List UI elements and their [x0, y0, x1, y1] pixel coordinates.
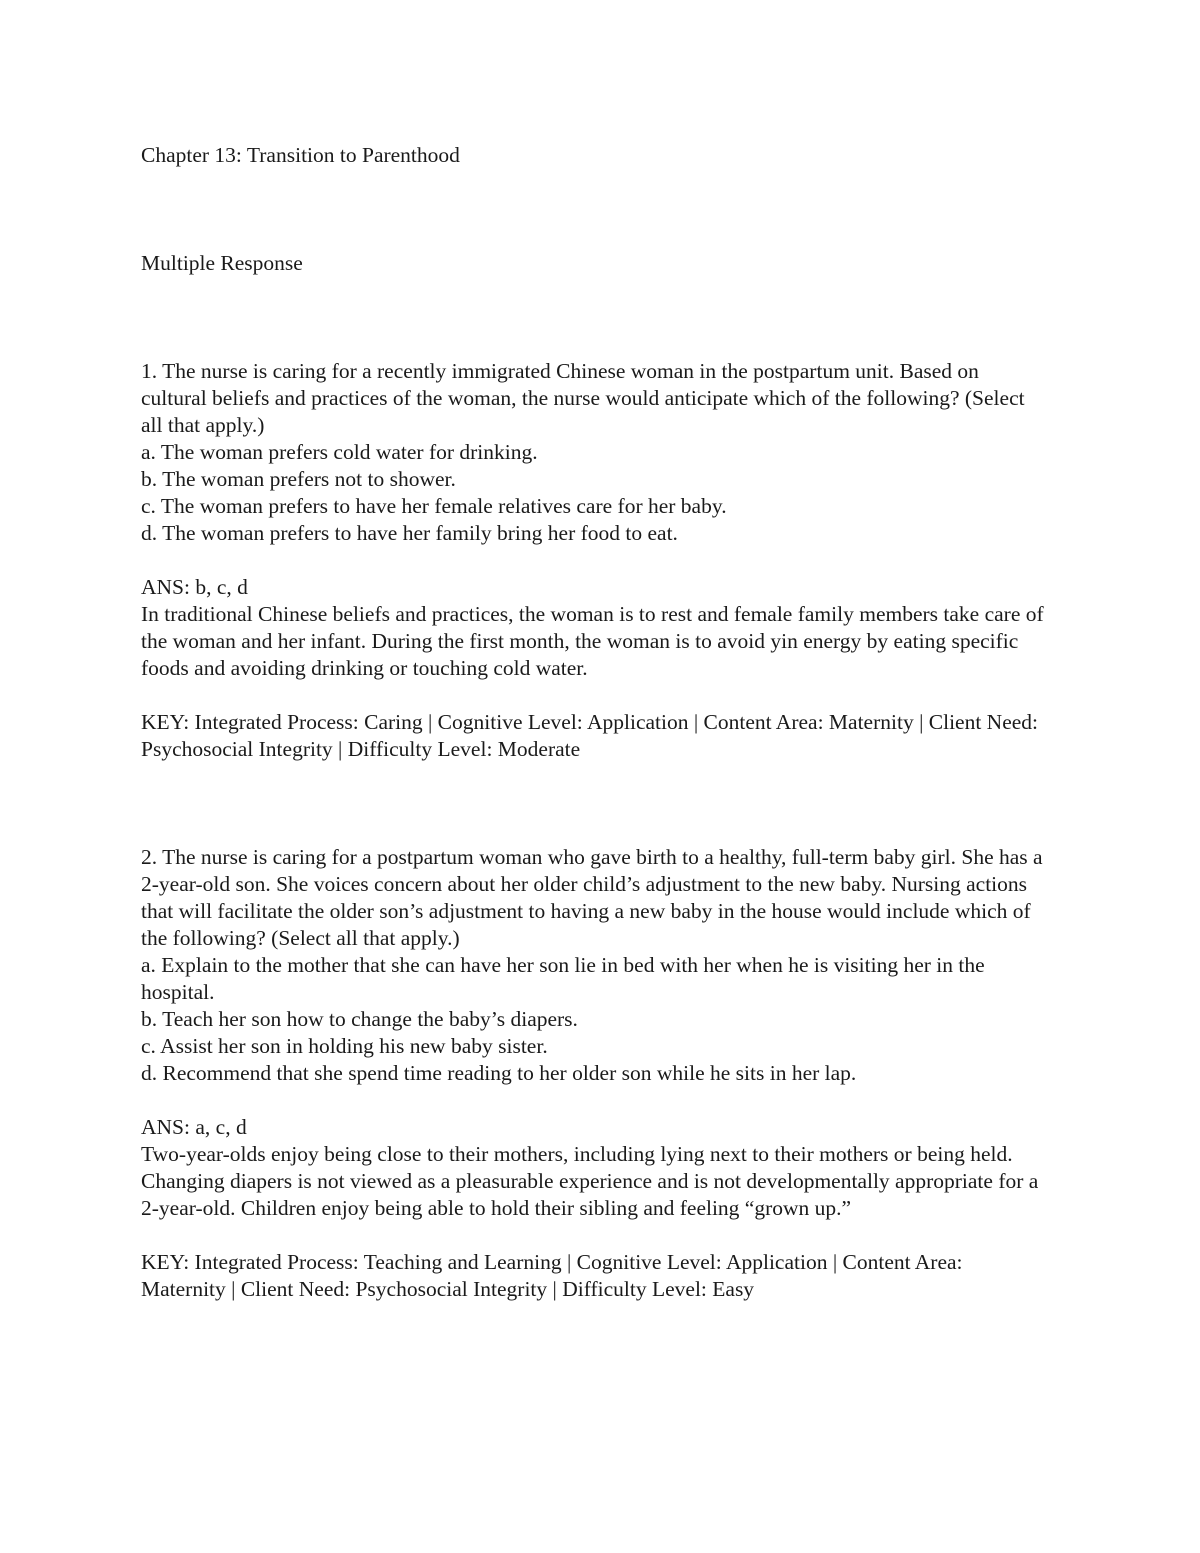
answer-line: ANS: a, c, d [141, 1115, 247, 1139]
option-list [141, 439, 1141, 547]
stem-line: 2-year-old son. She voices concern about her older child’s adjustment to the new baby. Nursing actions [141, 872, 1028, 896]
stem-line: that will facilitate the older son’s adjustment to having a new baby in the house would include which of [141, 899, 1031, 923]
key-line: Psychosocial Integrity | Difficulty Level: Moderate [141, 737, 581, 761]
stem-line: cultural beliefs and practices of the woman, the nurse would anticipate which of the following? (Select [141, 386, 1025, 410]
answer-line: ANS: b, c, d [141, 575, 248, 599]
rationale-line: In traditional Chinese beliefs and practices, the woman is to rest and female family members take care of [141, 602, 1044, 626]
spacer [141, 1222, 1141, 1249]
option-c: c. The woman prefers to have her female relatives care for her baby. [141, 494, 727, 518]
spacer [141, 1087, 1141, 1114]
option-a-continued: hospital. [141, 980, 215, 1004]
stem-line: all that apply.) [141, 413, 265, 437]
section-heading: Multiple Response [141, 251, 303, 275]
rationale-line: the woman and her infant. During the first month, the woman is to avoid yin energy by eating specific [141, 629, 1019, 653]
rationale [141, 601, 1141, 682]
chapter-title: Chapter 13: Transition to Parenthood [141, 143, 460, 167]
key-info [141, 1249, 1141, 1303]
stem-line: the following? (Select all that apply.) [141, 926, 460, 950]
key-line: KEY: Integrated Process: Teaching and Learning | Cognitive Level: Application | Content Area: [141, 1250, 963, 1274]
option-c: c. Assist her son in holding his new baby sister. [141, 1034, 548, 1058]
key-line: KEY: Integrated Process: Caring | Cognitive Level: Application | Content Area: Maternity | Client Need: [141, 710, 1039, 734]
option-d: d. Recommend that she spend time reading to her older son while he sits in her lap. [141, 1061, 857, 1085]
stem-line: 2. The nurse is caring for a postpartum woman who gave birth to a healthy, full-term baby girl. She has a [141, 845, 1043, 869]
rationale [141, 1141, 1141, 1222]
option-a: a. The woman prefers cold water for drinking. [141, 440, 538, 464]
stem-line: 1. The nurse is caring for a recently immigrated Chinese woman in the postpartum unit. Based on [141, 359, 979, 383]
rationale-line: 2-year-old. Children enjoy being able to hold their sibling and feeling “grown up.” [141, 1196, 852, 1220]
spacer [141, 547, 1141, 574]
option-b: b. The woman prefers not to shower. [141, 467, 456, 491]
option-a: a. Explain to the mother that she can have her son lie in bed with her when he is visiting her in the [141, 953, 985, 977]
question-stem [141, 358, 1141, 439]
question-2 [141, 844, 1141, 1303]
question-stem [141, 844, 1141, 952]
question-1 [141, 358, 1141, 763]
key-line: Maternity | Client Need: Psychosocial Integrity | Difficulty Level: Easy [141, 1277, 755, 1301]
rationale-line: Changing diapers is not viewed as a pleasurable experience and is not developmentally appropriate for a [141, 1169, 1039, 1193]
option-d: d. The woman prefers to have her family bring her food to eat. [141, 521, 678, 545]
spacer [141, 682, 1141, 709]
key-info [141, 709, 1141, 763]
option-b: b. Teach her son how to change the baby’s diapers. [141, 1007, 578, 1031]
rationale-line: Two-year-olds enjoy being close to their mothers, including lying next to their mothers or being held. [141, 1142, 1013, 1166]
document-content [141, 142, 1141, 1303]
rationale-line: foods and avoiding drinking or touching cold water. [141, 656, 588, 680]
option-list [141, 952, 1141, 1087]
